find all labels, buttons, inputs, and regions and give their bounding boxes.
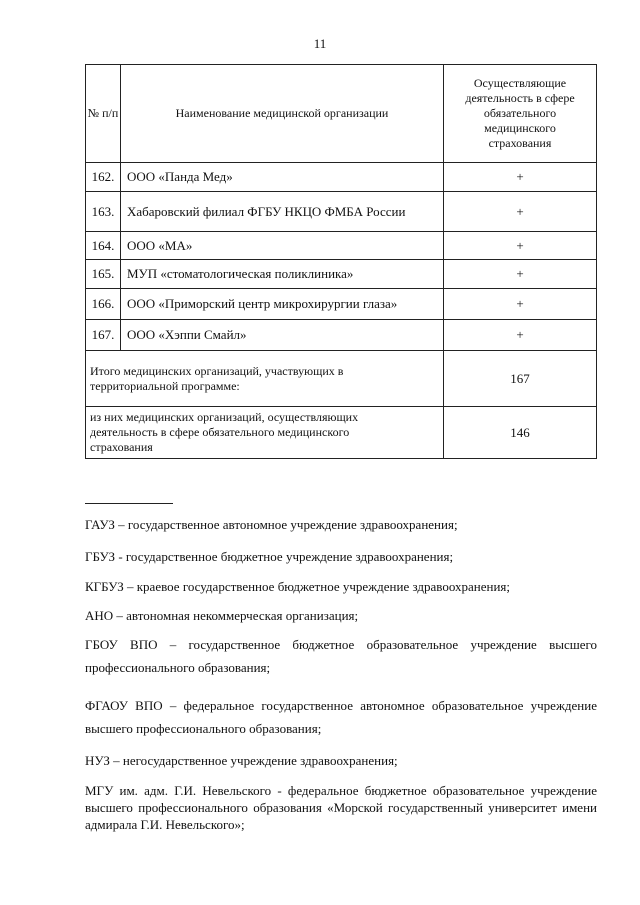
row-oms: + [444,232,597,260]
total-label: Итого медицинских организаций, участвующих в территориальной программе: [86,351,444,407]
table-row [86,289,597,320]
row-name: Хабаровский филиал ФГБУ НКЦО ФМБА России [121,192,444,232]
table-row [86,192,597,232]
row-num: 165. [86,260,121,289]
row-name: ООО «МА» [121,232,444,260]
header-oms: Осуществляющие деятельность в сфере обязательного медицинского страхования [444,65,597,163]
row-num: 167. [86,320,121,351]
row-oms: + [444,192,597,232]
oms-total-label: из них медицинских организаций, осуществляющих деятельность в сфере обязательного медицинского страхования [86,407,444,459]
abbreviation-fgaou-vpo: ФГАОУ ВПО – федеральное государственное автономное образовательное учреждение высшего профессионального образования; [85,698,597,736]
total-value: 167 [444,351,597,407]
abbreviation-kgbuz: КГБУЗ – краевое государственное бюджетное учреждение здравоохранения; [85,579,510,594]
abbreviation-gbuz: ГБУЗ - государственное бюджетное учреждение здравоохранения; [85,549,454,564]
row-name: ООО «Хэппи Смайл» [121,320,444,351]
totals-row [86,351,597,407]
header-name: Наименование медицинской организации [121,65,444,163]
row-num: 163. [86,192,121,232]
totals-row [86,407,597,459]
row-oms: + [444,260,597,289]
table-header-row [86,65,597,163]
row-name: ООО «Панда Мед» [121,163,444,192]
row-oms: + [444,289,597,320]
abbreviation-mgu: МГУ им. адм. Г.И. Невельского - федеральное бюджетное образовательное учреждение высшего профессионального образования «Морской государственный университет имени адмирала Г.И. Невельского»; [85,783,597,832]
organizations-table [85,64,597,459]
table-row [86,320,597,351]
abbreviation-nuz: НУЗ – негосударственное учреждение здравоохранения; [85,753,398,768]
table-row [86,163,597,192]
footnote-divider [85,503,173,504]
row-num: 162. [86,163,121,192]
abbreviation-ano: АНО – автономная некоммерческая организация; [85,608,359,623]
header-num: № п/п [86,65,121,163]
page-number: 11 [313,36,327,51]
row-num: 166. [86,289,121,320]
abbreviation-gauz: ГАУЗ – государственное автономное учреждение здравоохранения; [85,517,458,532]
table-row [86,232,597,260]
row-oms: + [444,320,597,351]
row-name: МУП «стоматологическая поликлиника» [121,260,444,289]
row-name: ООО «Приморский центр микрохирургии глаза» [121,289,444,320]
table-row [86,260,597,289]
abbreviation-gbou-vpo: ГБОУ ВПО – государственное бюджетное образовательное учреждение высшего профессионального образования; [85,637,597,675]
oms-total-value: 146 [444,407,597,459]
row-num: 164. [86,232,121,260]
row-oms: + [444,163,597,192]
